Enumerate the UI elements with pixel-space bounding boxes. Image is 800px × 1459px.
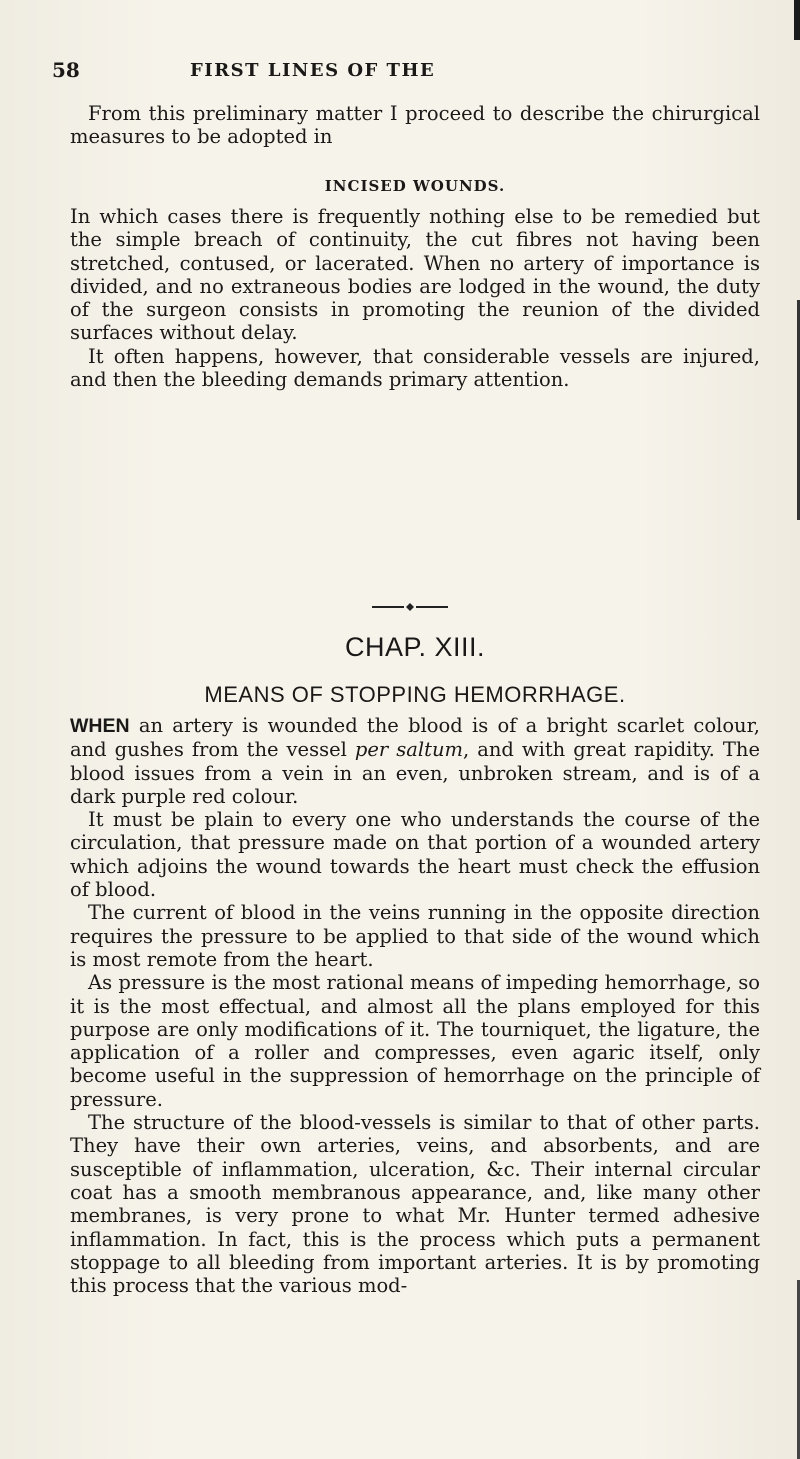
lead-word: WHEN [70, 715, 130, 737]
paragraph: The structure of the blood-vessels is similar to that of other parts. They have their own arteries, veins, and absorbents, and are susceptible of inflammation, ulceration, &c. Their internal circular coat has a smooth membranous appearance, and, like many other membranes, is very prone to what Mr. Hunter termed adhesive inflammation. In fact, this is the process which puts a permanent stoppage to all bleeding from important arteries. It is by promoting this process that the various mod- [70, 1111, 760, 1298]
page-edge-shadow [794, 0, 800, 40]
intro-paragraph [70, 102, 760, 149]
paragraph: It must be plain to every one who understands the course of the circulation, that pressure made on that portion of a wounded artery which adjoins the wound towards the heart must check the effusion of blood. [70, 808, 760, 902]
paragraph: In which cases there is frequently nothing else to be remedied but the simple breach of continuity, the cut fibres not having been stretched, contused, or lacerated. When no artery of importance is divided, and no extraneous bodies are lodged in the wound, the duty of the surgeon consists in promoting the reunion of the divided surfaces without delay. [70, 205, 760, 345]
page-header [52, 58, 752, 88]
running-head: FIRST LINES OF THE [190, 60, 436, 81]
page-number: 58 [52, 58, 80, 82]
paragraph: It often happens, however, that considerable vessels are injured, and then the bleeding demands primary attention. [70, 344, 760, 392]
text-run: an artery is wounded the blood is of a bright scarlet colour, and gushes from the vessel [70, 714, 760, 762]
text-run: , and with great rapidity. The blood issues from a vein in an even, unbroken stream, and is of a dark purple red colour. [70, 738, 760, 808]
paragraph: As pressure is the most rational means of impeding hemorrhage, so it is the most effectual, and almost all the plans employed for this purpose are only modifications of it. The tourniquet, the ligature, the application of a roller and compresses, even agaric itself, only become useful in the suppression of hemorrhage on the principle of pressure. [70, 971, 760, 1111]
incised-wounds-text [70, 205, 760, 391]
latin-phrase: per saltum [354, 738, 464, 762]
section-subheading: INCISED WOUNDS. [324, 177, 506, 195]
chapter-title: MEANS OF STOPPING HEMORRHAGE. [204, 682, 626, 707]
paragraph: The current of blood in the veins running in the opposite direction requires the pressure to be applied to that side of the wound which is most remote from the heart. [70, 901, 760, 971]
chapter-number: CHAP. XIII. [344, 632, 486, 662]
paragraph [70, 714, 760, 808]
section-divider-ornament [370, 602, 450, 612]
paragraph: From this preliminary matter I proceed to describe the chirurgical measures to be adopted in [70, 102, 760, 149]
chapter-body [70, 714, 760, 1297]
